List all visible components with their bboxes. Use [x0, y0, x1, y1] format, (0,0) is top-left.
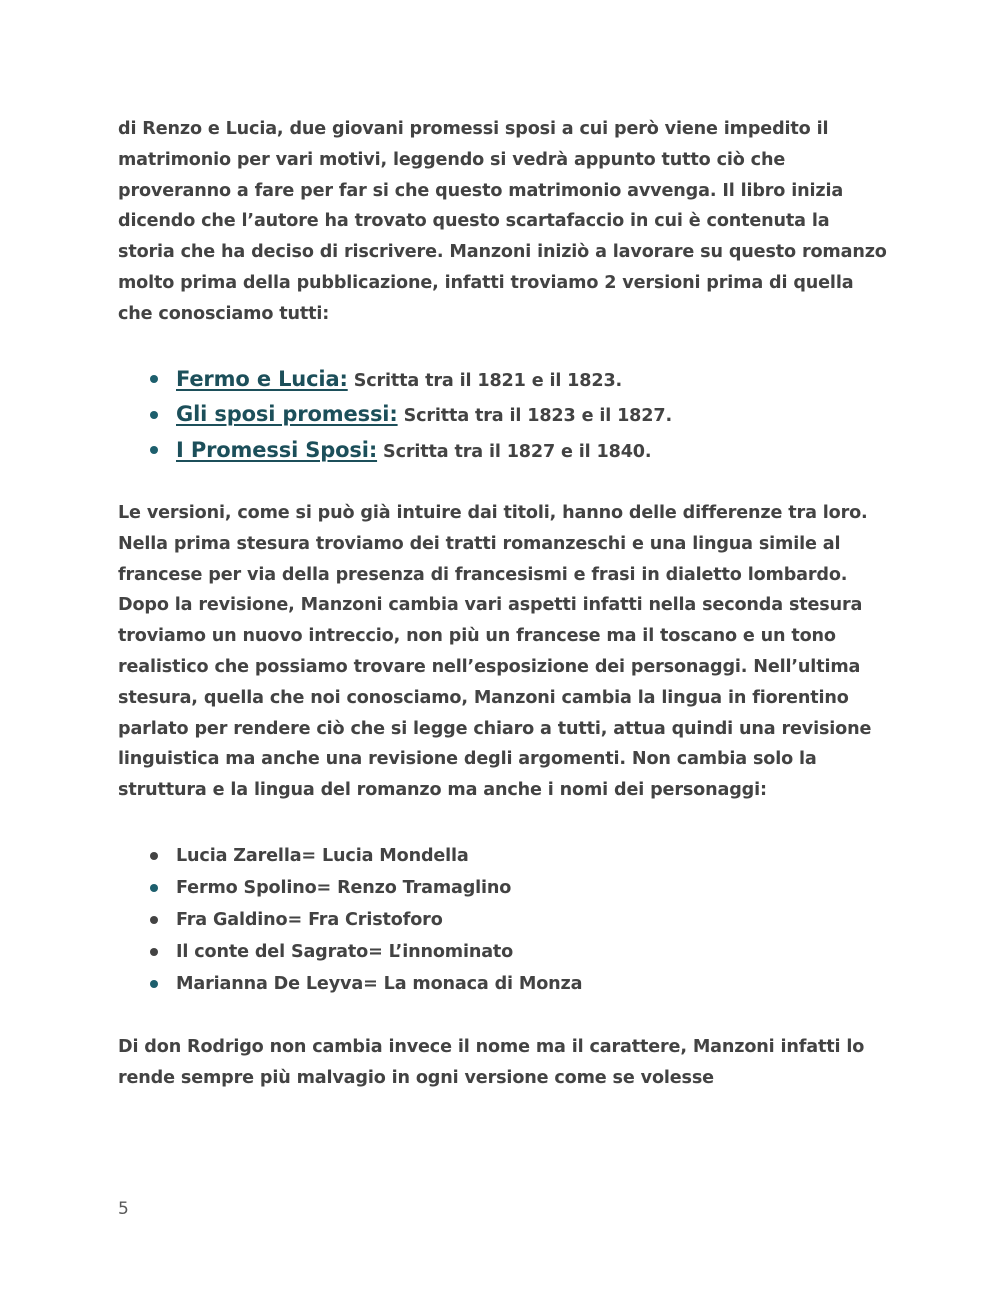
- list-item-version: [118, 397, 888, 433]
- bullet-icon: [150, 884, 158, 892]
- version-link[interactable]: I Promessi Sposi:: [176, 437, 378, 462]
- name-mapping: Fermo Spolino= Renzo Tramaglino: [176, 878, 512, 899]
- list-item-version: [118, 362, 888, 398]
- paragraph-versions: Le versioni, come si può già intuire dai titoli, hanno delle differenze tra loro. Nella prima stesura troviamo dei tratti romanzeschi e una lingua simile al francese per via della presenza di francesismi e frasi in dialetto lombardo. Dopo la revisione, Manzoni cambia vari aspetti infatti nella seconda stesura troviamo un nuovo intreccio, non più un francese ma il toscano e un tono realistico che possiamo trovare nell’esposizione dei personaggi. Nell’ultima stesura, quella che noi conosciamo, Manzoni cambia la lingua in fiorentino parlato per rendere ciò che si legge chiaro a tutti, attua quindi una revisione linguistica ma anche una revisione degli argomenti. Non cambia solo la struttura e la lingua del romanzo ma anche i nomi dei personaggi:: [118, 503, 872, 801]
- list-item-name: [118, 904, 888, 936]
- list-item-name: [118, 936, 888, 968]
- version-link[interactable]: Fermo e Lucia:: [176, 366, 348, 391]
- character-names-list: [118, 840, 888, 1000]
- version-dates: Scritta tra il 1827 e il 1840.: [383, 441, 652, 462]
- bullet-icon: [150, 446, 158, 454]
- version-dates: Scritta tra il 1823 e il 1827.: [403, 406, 672, 427]
- paragraph-intro: di Renzo e Lucia, due giovani promessi sposi a cui però viene impedito il matrimonio per vari motivi, leggendo si vedrà appunto tutto ciò che proveranno a fare per far si che questo matrimonio avvenga. Il libro inizia dicendo che l’autore ha trovato questo scartafaccio in cui è contenuta la storia che ha deciso di riscrivere. Manzoni iniziò a lavorare su questo romanzo molto prima della pubblicazione, infatti troviamo 2 versioni prima di quella che conosciamo tutti:: [118, 119, 887, 324]
- list-item-name: [118, 840, 888, 872]
- version-dates: Scritta tra il 1821 e il 1823.: [353, 370, 623, 391]
- name-mapping: Lucia Zarella= Lucia Mondella: [176, 846, 469, 867]
- versions-list: [118, 362, 888, 469]
- bullet-icon: [150, 852, 158, 860]
- name-mapping: Marianna De Leyva= La monaca di Monza: [176, 974, 583, 995]
- version-link[interactable]: Gli sposi promessi:: [176, 402, 398, 427]
- list-item-version: [118, 433, 888, 469]
- bullet-icon: [150, 916, 158, 924]
- bullet-icon: [150, 411, 158, 419]
- page-number: 5: [118, 1199, 129, 1219]
- name-mapping: Fra Galdino= Fra Cristoforo: [176, 910, 443, 931]
- paragraph-don-rodrigo: Di don Rodrigo non cambia invece il nome ma il carattere, Manzoni infatti lo rende sempre più malvagio in ogni versione come se volesse: [118, 1037, 865, 1088]
- name-mapping: Il conte del Sagrato= L’innominato: [176, 942, 514, 963]
- bullet-icon: [150, 980, 158, 988]
- bullet-icon: [150, 375, 158, 383]
- page-content: [118, 114, 888, 1094]
- bullet-icon: [150, 948, 158, 956]
- list-item-name: [118, 968, 888, 1000]
- list-item-name: [118, 872, 888, 904]
